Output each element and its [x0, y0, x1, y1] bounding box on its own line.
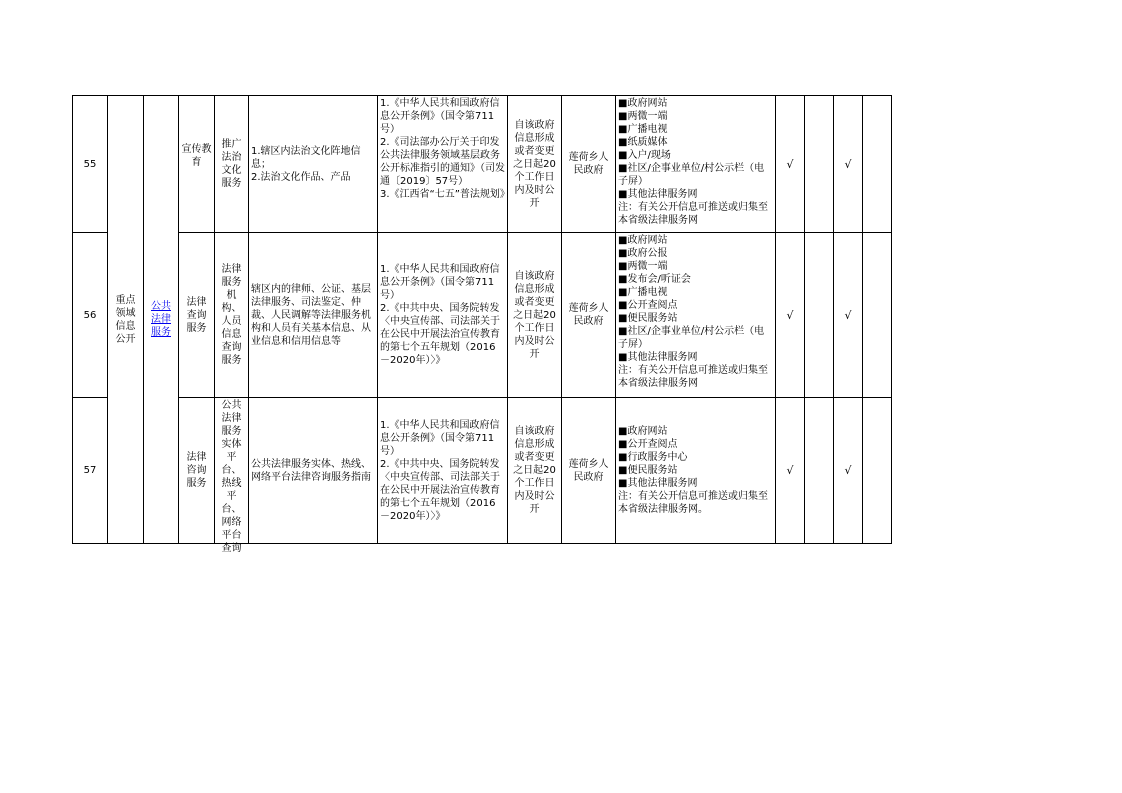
- empty-cell: [863, 233, 892, 398]
- channels-cell: ■政府网站 ■政府公报 ■两微一端 ■发布会/听证会 ■广播电视 ■公开查阅点 ■便民服务站 ■社区/企事业单位/村公示栏（电子屏） ■其他法律服务网 注：有关公开信息可推送或归集至本省级法律服务网: [616, 233, 776, 398]
- basis-cell: 1.《中华人民共和国政府信息公开条例》（国令第711号） 2.《中共中央、国务院转发〈中央宣传部、司法部关于在公民中开展法治宣传教育的第七个五年规划（2016－2020年）〉》: [378, 398, 508, 544]
- table-row: [73, 233, 892, 398]
- empty-cell: [863, 96, 892, 233]
- subject-cell: 莲荷乡人民政府: [562, 233, 616, 398]
- content-cell: 辖区内的律师、公证、基层法律服务、司法鉴定、仲裁、人民调解等法律服务机构和人员有关基本信息、从业信息和信用信息等: [249, 233, 378, 398]
- empty-cell: [805, 96, 834, 233]
- item-top-cell: 法律咨询服务: [179, 398, 215, 544]
- category-cell: 重点领域信息公开: [108, 96, 144, 544]
- table-row: [73, 398, 892, 544]
- item-cell: 推广法治文化服务: [215, 96, 249, 233]
- timing-cell: 自该政府信息形成或者变更之日起20个工作日内及时公开: [508, 398, 562, 544]
- channels-cell: ■政府网站 ■两微一端 ■广播电视 ■纸质媒体 ■入户/现场 ■社区/企事业单位/村公示栏（电子屏） ■其他法律服务网 注：有关公开信息可推送或归集至本省级法律服务网: [616, 96, 776, 233]
- check-mark: √: [776, 233, 805, 398]
- item-cell: 法律服务机构、人员信息查询服务: [215, 233, 249, 398]
- empty-cell: [863, 398, 892, 544]
- empty-cell: [805, 398, 834, 544]
- check-mark: √: [834, 233, 863, 398]
- content-cell: 公共法律服务实体、热线、网络平台法律咨询服务指南: [249, 398, 378, 544]
- check-mark: √: [834, 96, 863, 233]
- content-cell: 1.辖区内法治文化阵地信息； 2.法治文化作品、产品: [249, 96, 378, 233]
- item-top-cell: 法律查询服务: [179, 233, 215, 398]
- row-number: 55: [73, 96, 108, 233]
- item-cell: 公共法律服务实体平台、热线平台、网络平台查询: [215, 398, 249, 544]
- timing-cell: 自该政府信息形成或者变更之日起20个工作日内及时公开: [508, 233, 562, 398]
- subcategory-link[interactable]: 公共法律服务: [151, 301, 171, 338]
- row-number: 56: [73, 233, 108, 398]
- subject-cell: 莲荷乡人民政府: [562, 398, 616, 544]
- basis-cell: 1.《中华人民共和国政府信息公开条例》（国令第711号） 2.《司法部办公厅关于印发公共法律服务领域基层政务公开标准指引的通知》（司发通〔2019〕57号） 3.《江西省“七五”普法规划》: [378, 96, 508, 233]
- check-mark: √: [834, 398, 863, 544]
- subject-cell: 莲荷乡人民政府: [562, 96, 616, 233]
- table-row: [73, 96, 892, 233]
- row-number: 57: [73, 398, 108, 544]
- basis-cell: 1.《中华人民共和国政府信息公开条例》（国令第711号） 2.《中共中央、国务院转发〈中央宣传部、司法部关于在公民中开展法治宣传教育的第七个五年规划（2016－2020年）〉》: [378, 233, 508, 398]
- subcategory-cell[interactable]: [144, 96, 179, 544]
- disclosure-table: [72, 95, 892, 554]
- empty-cell: [805, 233, 834, 398]
- channels-cell: ■政府网站 ■公开查阅点 ■行政服务中心 ■便民服务站 ■其他法律服务网 注：有关公开信息可推送或归集至本省级法律服务网。: [616, 398, 776, 544]
- check-mark: √: [776, 398, 805, 544]
- item-top-cell: 宣传教育: [179, 96, 215, 233]
- check-mark: √: [776, 96, 805, 233]
- timing-cell: 自该政府信息形成或者变更之日起20个工作日内及时公开: [508, 96, 562, 233]
